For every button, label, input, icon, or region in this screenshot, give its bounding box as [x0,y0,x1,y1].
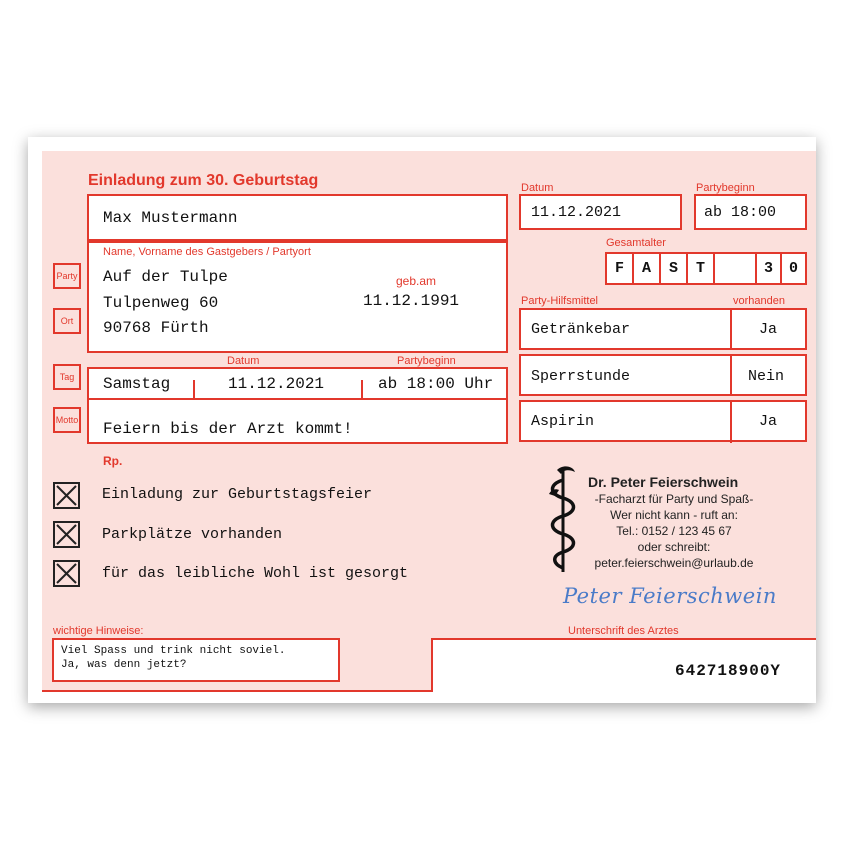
right-start: ab 18:00 [704,204,777,221]
age-cell: T [686,252,715,285]
day-start: ab 18:00 Uhr [378,375,494,393]
aids-label: Party-Hilfsmittel [521,295,599,307]
address-line-3: 90768 Fürth [103,319,209,337]
code-area-left-border [431,638,433,692]
birth-date: 11.12.1991 [363,292,460,310]
aid-value: Nein [748,368,785,385]
doctor-name: Dr. Peter Feierschwein [588,474,739,490]
rp-label: Rp. [103,454,123,468]
signature-label: Unterschrift des Arztes [568,625,679,637]
doctor-signature: Peter Feierschwein [563,584,777,608]
age-cell: 0 [780,252,807,285]
right-date-label: Datum [521,182,554,194]
x-mark-icon [55,523,78,546]
checklist-item-2: Parkplätze vorhanden [102,526,283,543]
checkbox-1[interactable] [53,482,80,509]
doctor-email: peter.feierschwein@urlaub.de [594,556,754,570]
side-label-party: Party [53,263,81,289]
notes-line-2: Ja, was denn jetzt? [61,659,187,671]
x-mark-icon [55,562,78,585]
doctor-line-2: Wer nicht kann - ruft an: [610,508,738,522]
aid-divider [730,400,732,443]
available-label: vorhanden [733,295,785,307]
prescription-code: 642718900Y [675,662,782,680]
doctor-line-1: -Facharzt für Party und Spaß- [594,492,754,506]
notes-label: wichtige Hinweise: [53,625,144,637]
aid-value: Ja [759,413,778,430]
notes-line-1: Viel Spass und trink nicht soviel. [61,645,286,657]
motto-text: Feiern bis der Arzt kommt! [103,420,353,438]
day-divider-1 [193,380,195,400]
birth-label: geb.am [396,274,437,288]
aid-item: Sperrstunde [531,368,631,385]
day-weekday: Samstag [103,375,171,393]
host-name: Max Mustermann [103,209,238,227]
side-label-ort: Ort [53,308,81,334]
checklist-item-3: für das leibliche Wohl ist gesorgt [102,565,409,582]
side-label-tag: Tag [53,364,81,390]
day-date: 11.12.2021 [228,375,325,393]
age-cell: A [632,252,661,285]
address-line-2: Tulpenweg 60 [103,294,219,312]
right-start-label: Partybeginn [696,182,755,194]
checklist-item-1: Einladung zur Geburtstagsfeier [102,486,373,503]
day-date-label: Datum [227,355,260,367]
age-cell: 3 [755,252,782,285]
age-cell: F [605,252,634,285]
age-cell [713,252,757,285]
address-line-1: Auf der Tulpe [103,268,228,286]
host-label: Name, Vorname des Gastgebers / Partyort [103,246,311,258]
day-start-label: Partybeginn [397,355,456,367]
aid-item: Getränkebar [531,321,631,338]
doctor-line-3: Tel.: 0152 / 123 45 67 [616,524,732,538]
card-title: Einladung zum 30. Geburtstag [88,172,319,189]
age-label: Gesamtalter [606,237,666,249]
bottom-line [42,690,433,692]
checkbox-3[interactable] [53,560,80,587]
right-date: 11.12.2021 [531,204,622,221]
day-divider-2 [361,380,363,400]
checkbox-2[interactable] [53,521,80,548]
aid-item: Aspirin [531,413,595,430]
x-mark-icon [55,484,78,507]
aid-divider [730,308,732,350]
doctor-line-4: oder schreibt: [637,540,711,554]
side-label-motto: Motto [53,407,81,433]
aid-divider [730,354,732,396]
aid-value: Ja [759,321,778,338]
age-cell: S [659,252,688,285]
